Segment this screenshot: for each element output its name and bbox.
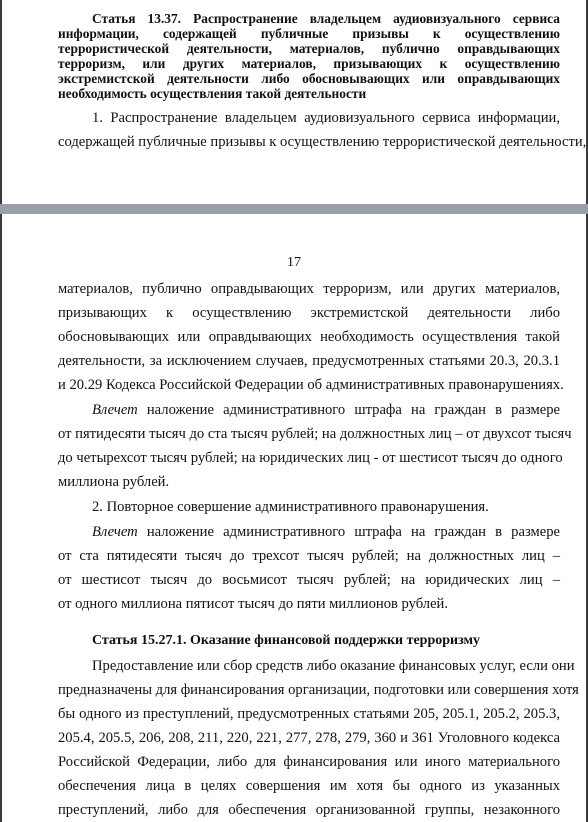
document-page-bottom bbox=[0, 214, 588, 822]
body-line: до четырехсот тысяч рублей; на юридических лиц - от шестисот тысяч до одного bbox=[58, 450, 563, 466]
body-line: предназначены для финансирования организации, подготовки или совершения хотя bbox=[58, 682, 579, 698]
body-line: преступлений, либо для обеспечения организованной группы, незаконного bbox=[58, 802, 560, 818]
penalty-text: наложение административного штрафа на граждан в размере bbox=[146, 524, 560, 540]
body-line: Российской Федерации, либо для финансирования или иного материального bbox=[58, 754, 560, 770]
page-edge-left bbox=[0, 0, 2, 204]
article-heading-line: террористической деятельности, материалов, публично оправдывающих bbox=[58, 41, 560, 56]
page-edge-left bbox=[0, 214, 2, 822]
page-separator bbox=[0, 204, 588, 214]
body-line: бы одного из преступлений, предусмотренных статьями 205, 205.1, 205.2, 205.3, bbox=[58, 706, 560, 722]
penalty-lead: Влечет bbox=[92, 402, 138, 418]
page-number: 17 bbox=[287, 255, 301, 270]
body-line: содержащей публичные призывы к осуществлению террористической деятельности, bbox=[58, 134, 587, 150]
penalty-text: наложение административного штрафа на граждан в размере bbox=[146, 402, 560, 418]
body-line: призывающих к осуществлению экстремистской деятельности либо bbox=[58, 305, 560, 321]
article-heading-line: терроризм, или других материалов, призывающих к осуществлению bbox=[58, 56, 560, 71]
body-line: деятельности, за исключением случаев, предусмотренных статьями 20.3, 20.3.1 bbox=[58, 353, 560, 369]
penalty-line bbox=[92, 401, 560, 419]
article-heading: Статья 15.27.1. Оказание финансовой поддержки терроризму bbox=[92, 633, 481, 648]
body-line: материалов, публично оправдывающих терроризм, или других материалов, bbox=[58, 281, 560, 297]
body-line: 205.4, 205.5, 206, 208, 211, 220, 221, 277, 278, 279, 360 и 361 Уголовного кодекса bbox=[58, 730, 560, 746]
article-heading-line: экстремистской деятельности либо обосновывающих или оправдывающих bbox=[58, 71, 560, 86]
article-heading-line: Статья 13.37. Распространение владельцем аудиовизуального сервиса bbox=[92, 11, 560, 26]
body-line: миллиона рублей. bbox=[58, 474, 170, 490]
body-line: от одного миллиона пятисот тысяч до пяти миллионов рублей. bbox=[58, 596, 449, 612]
body-line: обосновывающих или оправдывающих необходимость осуществления такой bbox=[58, 329, 560, 345]
body-line: от шестисот тысяч до восьмисот тысяч рублей; на юридических лиц – bbox=[58, 572, 560, 588]
body-line: Предоставление или сбор средств либо оказание финансовых услуг, если они bbox=[92, 658, 575, 674]
body-line: 2. Повторное совершение административного правонарушения. bbox=[92, 499, 489, 515]
body-line: обеспечения лица в целях совершения им хотя бы одного из указанных bbox=[58, 778, 560, 794]
penalty-line bbox=[92, 523, 560, 541]
article-heading-line: информации, содержащей публичные призывы к осуществлению bbox=[58, 26, 560, 41]
body-line: 1. Распространение владельцем аудиовизуального сервиса информации, bbox=[92, 110, 560, 126]
body-line: и 20.29 Кодекса Российской Федерации об административных правонарушениях. bbox=[58, 377, 564, 393]
body-line: от ста пятидесяти тысяч до трехсот тысяч рублей; на должностных лиц – bbox=[58, 548, 560, 564]
penalty-lead: Влечет bbox=[92, 524, 138, 540]
article-heading-line: необходимость осуществления такой деятельности bbox=[58, 86, 367, 101]
document-page-top bbox=[0, 0, 588, 204]
body-line: от пятидесяти тысяч до ста тысяч рублей; на должностных лиц – от двухсот тысяч bbox=[58, 426, 572, 442]
